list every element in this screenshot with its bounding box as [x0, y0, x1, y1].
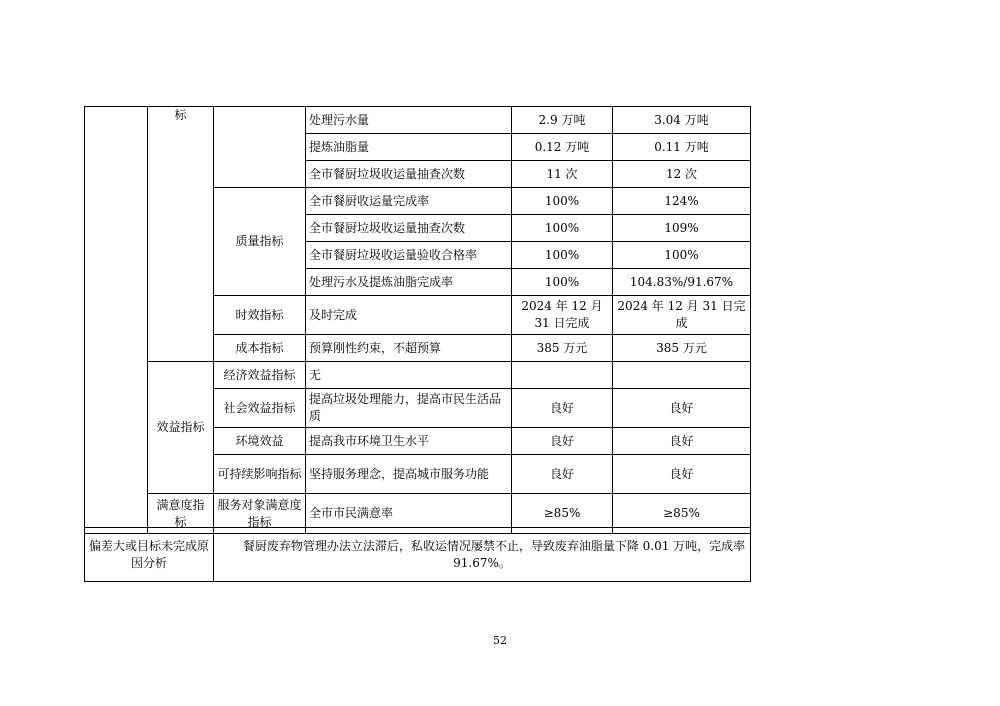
- target-value: 385 万元: [512, 335, 613, 362]
- actual-value: 12 次: [613, 161, 751, 188]
- actual-value: 104.83%/91.67%: [613, 269, 751, 296]
- deviation-analysis-text: 餐厨废弃物管理办法立法滞后，私收运情况屡禁不止，导致废弃油脂量下降 0.01 万吨，完成率 91.67%。: [214, 528, 751, 582]
- sub-indicator-label: 可持续影响指标: [214, 455, 306, 494]
- actual-value: 良好: [613, 428, 751, 455]
- sub-indicator-label: 服务对象满意度指标: [214, 494, 306, 534]
- target-value: 良好: [512, 428, 613, 455]
- indicator-name: 全市餐厨收运量完成率: [306, 188, 512, 215]
- page-number: 52: [493, 634, 507, 647]
- sub-indicator-label: 社会效益指标: [214, 389, 306, 428]
- indicator-name: 全市市民满意率: [306, 494, 512, 534]
- target-value: 100%: [512, 215, 613, 242]
- target-value: [512, 362, 613, 389]
- deviation-label: 偏差大或目标未完成原因分析: [85, 528, 214, 582]
- target-value: ≥85%: [512, 494, 613, 534]
- indicator-name: 提高垃圾处理能力，提高市民生活品质: [306, 389, 512, 428]
- target-value: 良好: [512, 455, 613, 494]
- deviation-analysis-table: [84, 527, 751, 582]
- quantity-indicator-cell: [214, 107, 306, 188]
- target-value: 100%: [512, 269, 613, 296]
- target-value: 100%: [512, 188, 613, 215]
- sub-indicator-label: 经济效益指标: [214, 362, 306, 389]
- actual-value: 100%: [613, 242, 751, 269]
- indicator-name: 全市餐厨垃圾收运量抽查次数: [306, 215, 512, 242]
- table-row: [85, 528, 751, 582]
- first-level-indicator-cell: [85, 107, 148, 534]
- actual-value: 良好: [613, 455, 751, 494]
- output-indicator-label: 标: [148, 107, 214, 362]
- target-value: 2024 年 12 月 31 日完成: [512, 296, 613, 335]
- actual-value: ≥85%: [613, 494, 751, 534]
- cost-indicator-label: 成本指标: [214, 335, 306, 362]
- target-value: 0.12 万吨: [512, 134, 613, 161]
- benefit-indicator-label: 效益指标: [148, 362, 214, 494]
- actual-value: 385 万元: [613, 335, 751, 362]
- indicator-name: 坚持服务理念，提高城市服务功能: [306, 455, 512, 494]
- timeliness-indicator-label: 时效指标: [214, 296, 306, 335]
- actual-value: 0.11 万吨: [613, 134, 751, 161]
- table-row: [85, 362, 751, 389]
- target-value: 2.9 万吨: [512, 107, 613, 134]
- actual-value: 109%: [613, 215, 751, 242]
- table-row: [85, 107, 751, 134]
- indicator-name: 无: [306, 362, 512, 389]
- indicator-name: 预算刚性约束，不超预算: [306, 335, 512, 362]
- indicator-name: 及时完成: [306, 296, 512, 335]
- target-value: 良好: [512, 389, 613, 428]
- indicator-name: 处理污水量: [306, 107, 512, 134]
- target-value: 11 次: [512, 161, 613, 188]
- indicator-name: 全市餐厨垃圾收运量验收合格率: [306, 242, 512, 269]
- performance-indicator-table: [84, 106, 751, 534]
- indicator-name: 提炼油脂量: [306, 134, 512, 161]
- indicator-name: 全市餐厨垃圾收运量抽查次数: [306, 161, 512, 188]
- sub-indicator-label: 环境效益: [214, 428, 306, 455]
- actual-value: 2024 年 12 月 31 日完成: [613, 296, 751, 335]
- target-value: 100%: [512, 242, 613, 269]
- actual-value: 3.04 万吨: [613, 107, 751, 134]
- satisfaction-indicator-label: 满意度指标: [148, 494, 214, 534]
- actual-value: 良好: [613, 389, 751, 428]
- indicator-name: 处理污水及提炼油脂完成率: [306, 269, 512, 296]
- indicator-name: 提高我市环境卫生水平: [306, 428, 512, 455]
- actual-value: [613, 362, 751, 389]
- quality-indicator-label: 质量指标: [214, 188, 306, 296]
- actual-value: 124%: [613, 188, 751, 215]
